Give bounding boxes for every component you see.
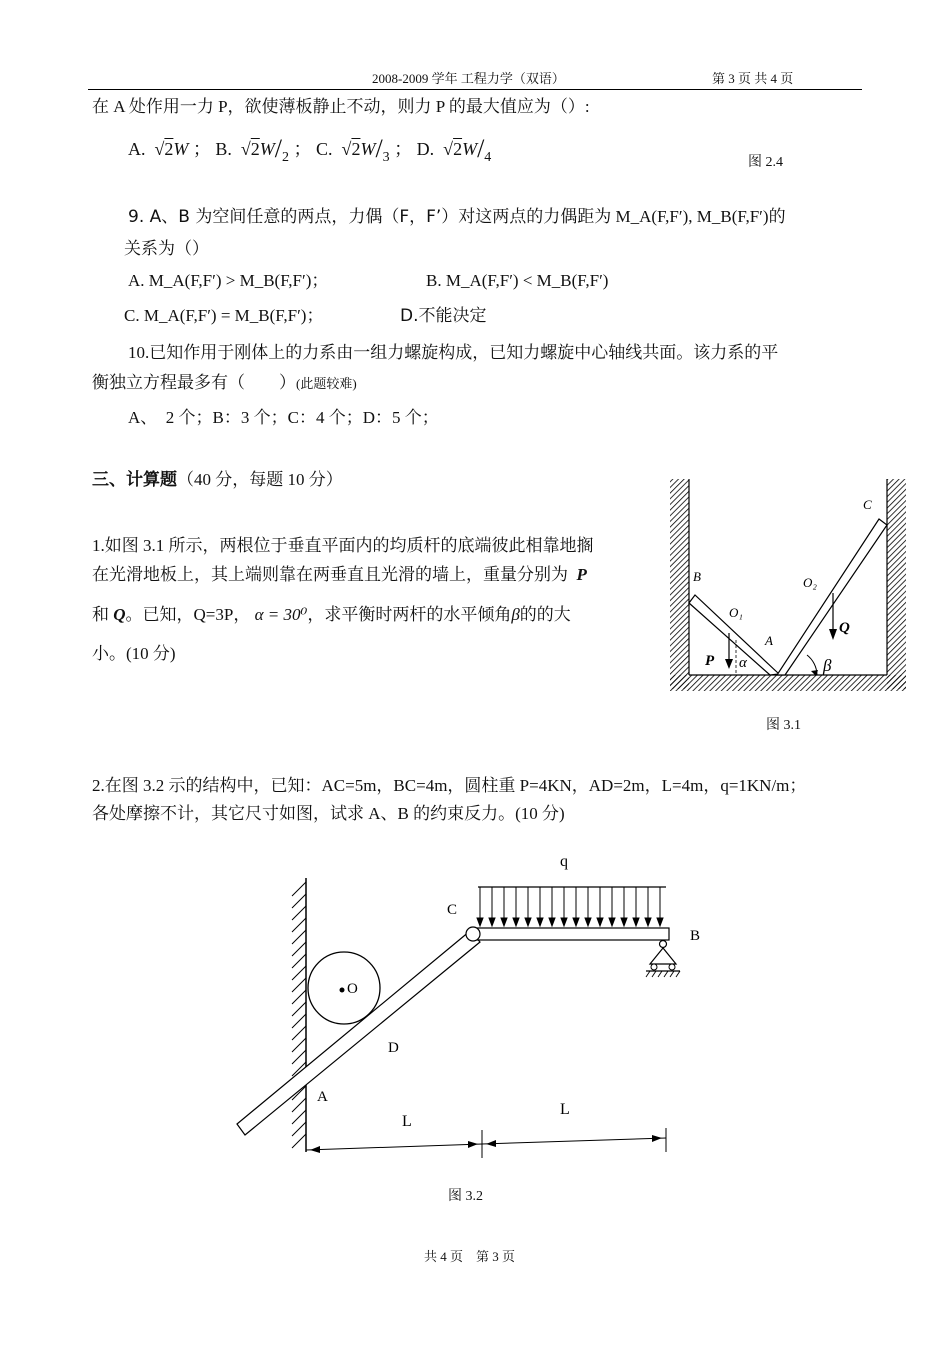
q9-expr-a: M_A(F,F′), xyxy=(615,207,693,226)
header-page: 第 3 页 共 4 页 xyxy=(712,71,794,86)
fig32-load-arrows xyxy=(477,887,663,926)
fig24-label: 图 2.4 xyxy=(748,155,783,170)
q8-opt-d-expr: $√2W/_4$ xyxy=(438,134,492,165)
fig31-label-B: B xyxy=(693,569,701,584)
fig32-caption: 图 3.2 xyxy=(448,1189,483,1204)
q8-opt-a-label: A. xyxy=(128,139,146,159)
q9-opt-d: D.不能决定 xyxy=(400,306,487,326)
q8-opt-a-expr: √2W xyxy=(150,139,189,159)
footer-page: 共 4 页 第 3 页 xyxy=(424,1249,516,1264)
q9-line1: 9. A、B 为空间任意的两点，力偶（F，F’）对这两点的力偶距为 M_A(F,F′), M_B(F,F′)的 xyxy=(128,207,786,227)
q8-opt-c-label: C. xyxy=(316,139,333,159)
q8-options: A. √2W ； B. $√2W/_2$ ； C. $√2W/_3$ ； D. $√2W/_4$ xyxy=(128,134,492,165)
fig32-dim-l1 xyxy=(306,1144,482,1150)
q8-stem: 在 A 处作用一力 P，欲使薄板静止不动，则力 P 的最大值应为（）: xyxy=(92,97,590,116)
q9-expr-b: M_B(F,F′) xyxy=(696,207,769,226)
fig31-left-wall xyxy=(670,479,689,689)
section3-heading: 三、计算题（40 分，每题 10 分） xyxy=(92,470,343,490)
fig32-beam-cb xyxy=(473,928,669,940)
fig31-bar-ac xyxy=(777,519,887,675)
fig31-right-wall xyxy=(887,479,906,689)
fig31-label-beta: β xyxy=(823,656,832,675)
q8-opt-b-expr: $√2W/_2$ xyxy=(236,134,290,165)
q8-opt-c-expr: $√2W/_3$ xyxy=(337,134,390,165)
fig31-label-O1: O₁ xyxy=(729,605,743,620)
q8-opt-b-label: B. xyxy=(215,139,232,159)
fig32-label-A: A xyxy=(317,1089,328,1105)
fig32-hinge-c xyxy=(466,927,480,941)
p1-line2: 在光滑地板上，其上端则靠在两垂直且光滑的墙上，重量分别为 P xyxy=(92,565,587,584)
fig31-label-A: A xyxy=(765,633,773,648)
q9-opt-c: C. M_A(F,F′) = M_B(F,F′)； xyxy=(124,306,324,325)
q9-line2: 关系为（） xyxy=(124,239,209,259)
fig32-support-b xyxy=(650,948,676,964)
figure-3-2 xyxy=(220,840,700,1170)
fig32-cylinder xyxy=(308,952,380,1024)
fig32-label-C: C xyxy=(447,902,458,918)
fig32-label-O: O xyxy=(347,981,358,997)
q9-opt-a: A. M_A(F,F′) > M_B(F,F′)； xyxy=(128,271,329,290)
fig32-wall-hatch xyxy=(292,882,306,1148)
fig31-label-C: C xyxy=(863,497,872,512)
fig31-caption: 图 3.1 xyxy=(766,718,801,733)
p1-line3: 和 Q。已知，Q=3P， α = 30⁰，求平衡时两杆的水平倾角β的的大 xyxy=(92,605,571,624)
fig31-label-Q: Q xyxy=(839,620,850,636)
fig32-label-L2: L xyxy=(560,1101,570,1118)
q10-line1: 10.已知作用于刚体上的力系由一组力螺旋构成，已知力螺旋中心轴线共面。该力系的平 xyxy=(128,343,779,362)
fig31-label-P: P xyxy=(705,653,715,669)
p1-line1: 1.如图 3.1 所示，两根位于垂直平面内的均质杆的底端彼此相靠地搁 xyxy=(92,536,594,555)
q9-opt-b: B. M_A(F,F′) < M_B(F,F′) xyxy=(426,271,609,290)
fig32-label-q: q xyxy=(560,853,568,870)
q10-line2: 衡独立方程最多有（ ）(此题较难) xyxy=(92,373,357,392)
fig31-label-O2: O₂ xyxy=(803,575,817,590)
figure-3-1 xyxy=(665,475,910,697)
header-rule xyxy=(88,89,862,90)
fig32-dim-l2 xyxy=(482,1138,666,1144)
q8-opt-d-label: D. xyxy=(416,139,435,159)
fig32-label-B: B xyxy=(690,928,700,944)
q10-options: A、 2 个；B：3 个；C：4 个；D：5 个； xyxy=(128,408,439,427)
p2-line1: 2.在图 3.2 示的结构中，已知：AC=5m，BC=4m，圆柱重 P=4KN，AD=2m，L=4m，q=1KN/m； xyxy=(92,776,807,795)
fig31-floor xyxy=(670,675,906,691)
header-course: 2008-2009 学年 工程力学（双语） xyxy=(372,71,565,86)
fig32-label-L1: L xyxy=(402,1113,412,1130)
p2-line2: 各处摩擦不计，其它尺寸如图，试求 A、B 的约束反力。(10 分) xyxy=(92,804,565,823)
p1-line4: 小。(10 分) xyxy=(92,644,176,663)
fig31-label-alpha: α xyxy=(739,655,747,671)
fig32-label-D: D xyxy=(388,1040,399,1056)
